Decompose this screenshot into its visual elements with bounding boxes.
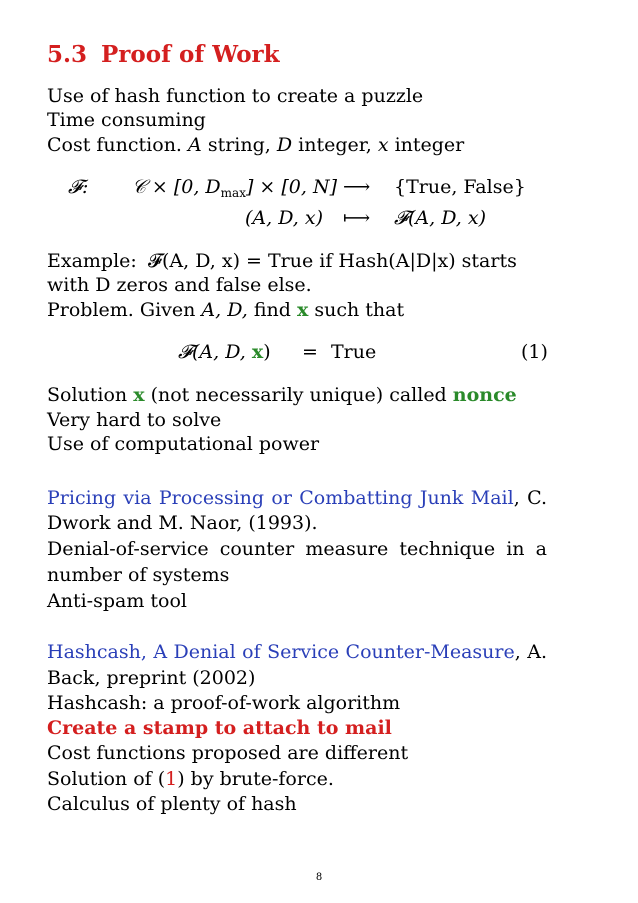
ref1-title-link[interactable]: Pricing via Processing or Combatting Junk Mail: [47, 487, 514, 509]
map-arrow: ⟶: [343, 176, 371, 198]
problem-find: find: [253, 299, 291, 321]
example-line-1a: Example:: [47, 250, 137, 272]
intro-line-2: Time consuming: [47, 109, 206, 131]
map-domain-c: 𝒞 × [0, D: [132, 176, 221, 198]
var-d: D: [276, 134, 293, 156]
equation-label: (1): [521, 341, 548, 363]
ref2-line6-b: ) by brute-force.: [177, 768, 334, 790]
solution-mid: (not necessarily unique) called: [150, 384, 447, 406]
map-domain: [132, 175, 337, 205]
ref2-line-5: Cost functions proposed are different: [47, 742, 409, 764]
cost-function-line: [47, 133, 464, 157]
ref1-line1-suffix: , C.: [513, 487, 547, 509]
section-heading: [47, 41, 280, 68]
ref2-line-2: Back, preprint (2002): [47, 667, 256, 689]
map-domain-rest: ] × [0, N]: [245, 176, 338, 198]
var-x: x: [377, 134, 389, 156]
equation-lhs-a: 𝓕(A, D,: [178, 341, 246, 363]
ref1-line-5: Anti-spam tool: [47, 590, 187, 612]
ref2-line-6: [47, 767, 334, 791]
cost-x-text: integer: [394, 134, 465, 156]
map-args: (A, D, x): [245, 207, 323, 229]
section-number: 5.3: [47, 41, 88, 68]
solution-prefix: Solution: [47, 384, 128, 406]
note-power: Use of computational power: [47, 433, 320, 455]
equation-equals: =: [302, 341, 318, 363]
problem-line: [47, 298, 404, 322]
var-a: A: [188, 134, 202, 156]
ref2-title-link[interactable]: Hashcash, A Denial of Service Counter-Measure: [47, 641, 515, 663]
cost-a-text: string,: [207, 134, 271, 156]
equation-x: x: [251, 341, 264, 363]
maps-to-arrow: ⟼: [343, 207, 371, 229]
equation-ref-link[interactable]: 1: [165, 768, 178, 790]
intro-line-1: Use of hash function to create a puzzle: [47, 85, 424, 107]
problem-suffix: such that: [314, 299, 405, 321]
ref2-line1-suffix: , A.: [514, 641, 547, 663]
note-hard: Very hard to solve: [47, 409, 222, 431]
problem-x: x: [296, 299, 309, 321]
equation-lhs-b: ): [263, 341, 271, 363]
ref2-line-3: Hashcash: a proof-of-work algorithm: [47, 692, 401, 714]
map-f: 𝓕:: [68, 176, 89, 198]
equation-lhs: [178, 340, 271, 364]
ref1-line3-text: Denial-of-service counter measure technique in a: [47, 538, 547, 560]
nonce-term: nonce: [452, 384, 517, 406]
solution-line: [47, 383, 517, 407]
cost-prefix: Cost function.: [47, 134, 182, 156]
map-domain-sub: max: [220, 186, 246, 200]
cost-d-text: integer,: [298, 134, 372, 156]
section-title: Proof of Work: [101, 41, 280, 68]
example-line-2: with D zeros and false else.: [47, 274, 312, 296]
page-number: 8: [315, 872, 323, 883]
solution-x: x: [133, 384, 145, 406]
problem-vars: A, D,: [201, 299, 248, 321]
stamp-highlight: Create a stamp to attach to mail: [47, 717, 392, 739]
map-codomain: {True, False}: [394, 176, 526, 198]
map-image: 𝓕(A, D, x): [394, 207, 486, 229]
ref1-line-2: Dwork and M. Naor, (1993).: [47, 512, 318, 534]
ref2-line-7: Calculus of plenty of hash: [47, 793, 297, 815]
problem-prefix: Problem. Given: [47, 299, 196, 321]
example-line-1b: 𝓕(A, D, x) = True if Hash(A|D|x) starts: [148, 250, 517, 272]
equation-rhs: True: [331, 341, 377, 363]
ref2-line6-a: Solution of (: [47, 768, 166, 790]
ref1-line-4: number of systems: [47, 564, 230, 586]
